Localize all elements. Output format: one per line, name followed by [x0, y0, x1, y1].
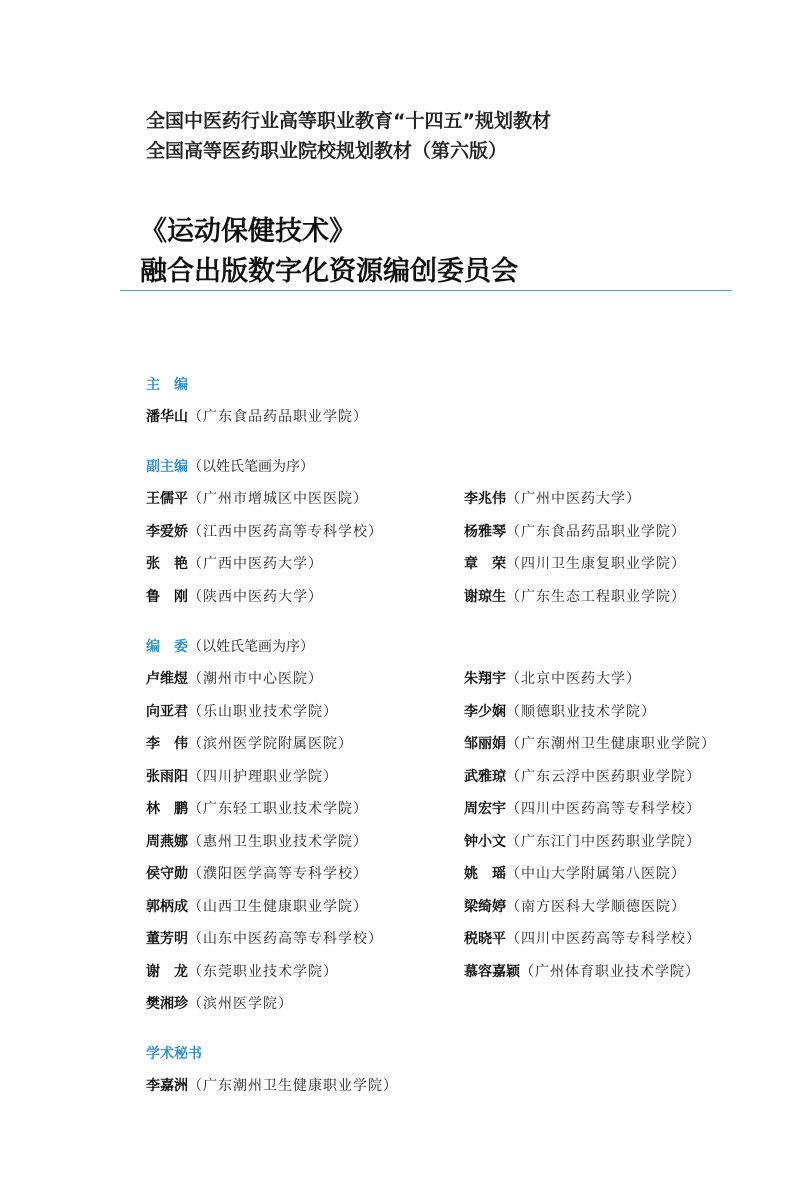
- member-entry: [464, 896, 686, 918]
- member-institution: （四川中医药高等专科学校）: [506, 931, 701, 947]
- member-name: 武雅琼: [464, 769, 506, 785]
- page-title: [140, 212, 518, 292]
- member-institution: （广西中医药大学）: [188, 556, 323, 572]
- member-name: 谢琼生: [464, 589, 506, 605]
- member-institution: （广东云浮中医药职业学院）: [506, 769, 701, 785]
- member-name: 向亚君: [146, 704, 188, 720]
- member-institution: （广州体育职业技术学院）: [520, 964, 700, 980]
- series-line-2: 全国高等医药职业院校规划教材（第六版）: [146, 140, 508, 162]
- member-name: 慕容嘉颖: [464, 964, 520, 980]
- member-entry: [146, 488, 368, 510]
- member-name: 卢维煜: [146, 671, 188, 687]
- member-entry: [464, 798, 701, 820]
- member-institution: （中山大学附属第八医院）: [506, 866, 686, 882]
- section-note: （以姓氏笔画为序）: [188, 459, 314, 475]
- member-entry: [464, 586, 686, 608]
- member-entry: [464, 488, 641, 510]
- member-list: [146, 488, 686, 618]
- member-name: 董芳明: [146, 931, 188, 947]
- member-institution: （北京中医药大学）: [506, 671, 641, 687]
- member-name: 章 荣: [464, 556, 506, 572]
- section-label: 编 委: [146, 639, 188, 655]
- member-entry: [146, 701, 338, 723]
- member-entry: [464, 961, 700, 983]
- member-entry: [464, 701, 656, 723]
- member-institution: （乐山职业技术学院）: [188, 704, 338, 720]
- member-name: 李嘉洲: [146, 1078, 188, 1094]
- member-entry: [146, 406, 368, 428]
- member-name: 邹丽娟: [464, 736, 506, 752]
- member-name: 潘华山: [146, 409, 188, 425]
- member-institution: （四川中医药高等专科学校）: [506, 801, 701, 817]
- member-institution: （四川护理职业学院）: [188, 769, 338, 785]
- member-name: 梁绮婷: [464, 899, 506, 915]
- member-entry: [146, 928, 383, 950]
- member-list: [146, 1075, 398, 1101]
- member-entry: [464, 766, 701, 788]
- member-name: 郭柄成: [146, 899, 188, 915]
- member-name: 周宏宇: [464, 801, 506, 817]
- member-name: 侯守勋: [146, 866, 188, 882]
- member-name: 樊湘珍: [146, 996, 188, 1012]
- chief-editor-section: [146, 374, 368, 432]
- committee-section: [146, 636, 716, 1028]
- member-entry: [464, 668, 641, 690]
- member-name: 税晓平: [464, 931, 506, 947]
- member-entry: [146, 961, 338, 983]
- series-heading: [146, 106, 551, 166]
- member-name: 钟小文: [464, 834, 506, 850]
- member-institution: （广东轻工职业技术学院）: [188, 801, 368, 817]
- member-entry: [146, 831, 368, 853]
- member-name: 周燕娜: [146, 834, 188, 850]
- section-label: 主 编: [146, 377, 188, 393]
- member-entry: [464, 831, 701, 853]
- member-institution: （广东生态工程职业学院）: [506, 589, 686, 605]
- member-list: [146, 406, 368, 432]
- secretary-section: [146, 1043, 398, 1101]
- title-line-1: 《运动保健技术》: [140, 216, 356, 247]
- section-header: [146, 456, 314, 478]
- member-institution: （江西中医药高等专科学校）: [188, 524, 383, 540]
- member-name: 张 艳: [146, 556, 188, 572]
- member-name: 姚 瑶: [464, 866, 506, 882]
- member-entry: [146, 521, 383, 543]
- section-header: [146, 636, 314, 658]
- member-institution: （四川卫生康复职业学院）: [506, 556, 686, 572]
- member-institution: （顺德职业技术学院）: [506, 704, 656, 720]
- member-list: [146, 668, 716, 1028]
- series-line-1: 全国中医药行业高等职业教育“十四五”规划教材: [146, 110, 551, 132]
- section-note: （以姓氏笔画为序）: [188, 639, 314, 655]
- member-entry: [464, 863, 686, 885]
- member-name: 李少娴: [464, 704, 506, 720]
- title-line-2: 融合出版数字化资源编创委员会: [140, 256, 518, 287]
- member-institution: （南方医科大学顺德医院）: [506, 899, 686, 915]
- member-institution: （东莞职业技术学院）: [188, 964, 338, 980]
- section-header: [146, 374, 188, 396]
- member-name: 李兆伟: [464, 491, 506, 507]
- member-name: 林 鹏: [146, 801, 188, 817]
- member-entry: [146, 798, 368, 820]
- member-institution: （潮州市中心医院）: [188, 671, 323, 687]
- member-entry: [464, 521, 686, 543]
- member-entry: [146, 733, 353, 755]
- member-name: 李爱娇: [146, 524, 188, 540]
- member-institution: （广东潮州卫生健康职业学院）: [188, 1078, 398, 1094]
- member-institution: （广东食品药品职业学院）: [506, 524, 686, 540]
- member-institution: （惠州卫生职业技术学院）: [188, 834, 368, 850]
- member-entry: [464, 928, 701, 950]
- member-entry: [146, 766, 338, 788]
- member-entry: [146, 1075, 398, 1097]
- member-institution: （陕西中医药大学）: [188, 589, 323, 605]
- member-entry: [464, 553, 686, 575]
- member-institution: （濮阳医学高等专科学校）: [188, 866, 368, 882]
- member-institution: （广东食品药品职业学院）: [188, 409, 368, 425]
- member-name: 朱翔宇: [464, 671, 506, 687]
- member-institution: （广东潮州卫生健康职业学院）: [506, 736, 716, 752]
- member-institution: （广东江门中医药职业学院）: [506, 834, 701, 850]
- member-name: 鲁 刚: [146, 589, 188, 605]
- member-name: 张雨阳: [146, 769, 188, 785]
- member-entry: [146, 553, 323, 575]
- section-label: 副主编: [146, 459, 188, 475]
- member-entry: [464, 733, 716, 755]
- member-institution: （滨州医学院）: [188, 996, 293, 1012]
- member-name: 杨雅琴: [464, 524, 506, 540]
- member-entry: [146, 668, 323, 690]
- member-entry: [146, 863, 368, 885]
- member-institution: （山东中医药高等专科学校）: [188, 931, 383, 947]
- member-institution: （广州中医药大学）: [506, 491, 641, 507]
- member-institution: （山西卫生健康职业学院）: [188, 899, 368, 915]
- member-name: 谢 龙: [146, 964, 188, 980]
- section-header: [146, 1043, 202, 1065]
- member-name: 王儒平: [146, 491, 188, 507]
- member-entry: [146, 896, 368, 918]
- member-institution: （广州市增城区中医医院）: [188, 491, 368, 507]
- member-name: 李 伟: [146, 736, 188, 752]
- member-entry: [146, 586, 323, 608]
- deputy-editors-section: [146, 456, 686, 618]
- title-divider: [120, 290, 732, 291]
- member-entry: [146, 993, 293, 1015]
- section-label: 学术秘书: [146, 1046, 202, 1062]
- member-institution: （滨州医学院附属医院）: [188, 736, 353, 752]
